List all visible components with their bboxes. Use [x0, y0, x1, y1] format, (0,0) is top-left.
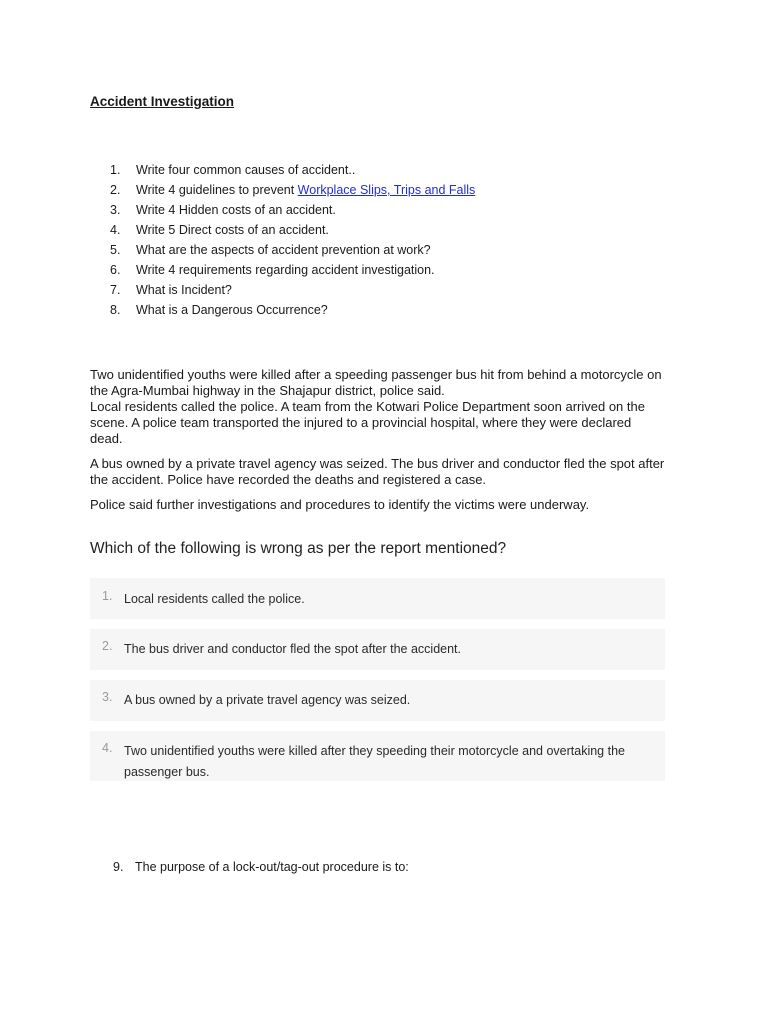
- mcq-option-3[interactable]: [90, 680, 665, 721]
- list-number: 4.: [110, 223, 121, 237]
- list-text: What are the aspects of accident prevention at work?: [136, 243, 431, 257]
- list-text: Write 4 requirements regarding accident investigation.: [136, 263, 435, 277]
- list-item: [110, 300, 670, 320]
- document-title: Accident Investigation: [90, 94, 235, 109]
- list-text: What is Incident?: [136, 283, 232, 297]
- list-item: [110, 200, 670, 220]
- passage-paragraph-4: [90, 497, 680, 513]
- question-list: [110, 160, 670, 320]
- passage-line: dead.: [90, 431, 123, 446]
- list-item: [110, 220, 670, 240]
- option-number: 4.: [102, 741, 113, 755]
- passage-paragraph-1: [90, 367, 680, 399]
- list-item: [110, 240, 670, 260]
- list-item: [110, 260, 670, 280]
- mcq-option-4[interactable]: [90, 731, 665, 781]
- passage-line: Police said further investigations and procedures to identify the victims were underway.: [90, 497, 590, 512]
- option-number: 3.: [102, 690, 113, 704]
- passage-paragraph-2: [90, 399, 680, 447]
- list-text: Write 4 Hidden costs of an accident.: [136, 203, 336, 217]
- passage-line: Local residents called the police. A team from the Kotwari Police Department soon arrived on the: [90, 399, 645, 414]
- list-text: Write 4 guidelines to prevent: [136, 183, 298, 197]
- list-number: 8.: [110, 303, 121, 317]
- list-number: 1.: [110, 163, 121, 177]
- list-item: [110, 180, 670, 200]
- option-text: The bus driver and conductor fled the spot after the accident.: [124, 642, 462, 656]
- list-text: Write 5 Direct costs of an accident.: [136, 223, 329, 237]
- mcq-question: Which of the following is wrong as per the report mentioned?: [90, 540, 507, 557]
- list-number: 6.: [110, 263, 121, 277]
- option-number: 1.: [102, 589, 113, 603]
- option-text: A bus owned by a private travel agency was seized.: [124, 693, 411, 707]
- list-text: What is a Dangerous Occurrence?: [136, 303, 328, 317]
- option-number: 2.: [102, 639, 113, 653]
- passage-line: Two unidentified youths were killed after a speeding passenger bus hit from behind a motorcycle on: [90, 367, 662, 382]
- list-number: 9.: [113, 860, 124, 874]
- list-number: 2.: [110, 183, 121, 197]
- option-line: passenger bus.: [124, 765, 210, 779]
- news-passage: [90, 367, 680, 513]
- list-item: [110, 280, 670, 300]
- passage-line: the accident. Police have recorded the deaths and registered a case.: [90, 472, 487, 487]
- list-item: [110, 160, 670, 180]
- option-line: Two unidentified youths were killed after they speeding their motorcycle and overtaking the: [124, 744, 625, 758]
- list-text: Write four common causes of accident..: [136, 163, 356, 177]
- list-number: 5.: [110, 243, 121, 257]
- workplace-slips-link[interactable]: Workplace Slips, Trips and Falls: [297, 183, 476, 197]
- mcq-option-2[interactable]: [90, 629, 665, 670]
- mcq-option-1[interactable]: [90, 578, 665, 619]
- passage-line: the Agra-Mumbai highway in the Shajapur district, police said.: [90, 383, 445, 398]
- option-text: Local residents called the police.: [124, 592, 305, 606]
- passage-paragraph-3: [90, 456, 680, 488]
- option-text: [124, 741, 625, 783]
- passage-line: scene. A police team transported the injured to a provincial hospital, where they were declared: [90, 415, 632, 430]
- list-number: 3.: [110, 203, 121, 217]
- question-9: [113, 860, 409, 874]
- list-text: The purpose of a lock-out/tag-out procedure is to:: [135, 860, 409, 874]
- list-number: 7.: [110, 283, 121, 297]
- passage-line: A bus owned by a private travel agency was seized. The bus driver and conductor fled the spot after: [90, 456, 665, 471]
